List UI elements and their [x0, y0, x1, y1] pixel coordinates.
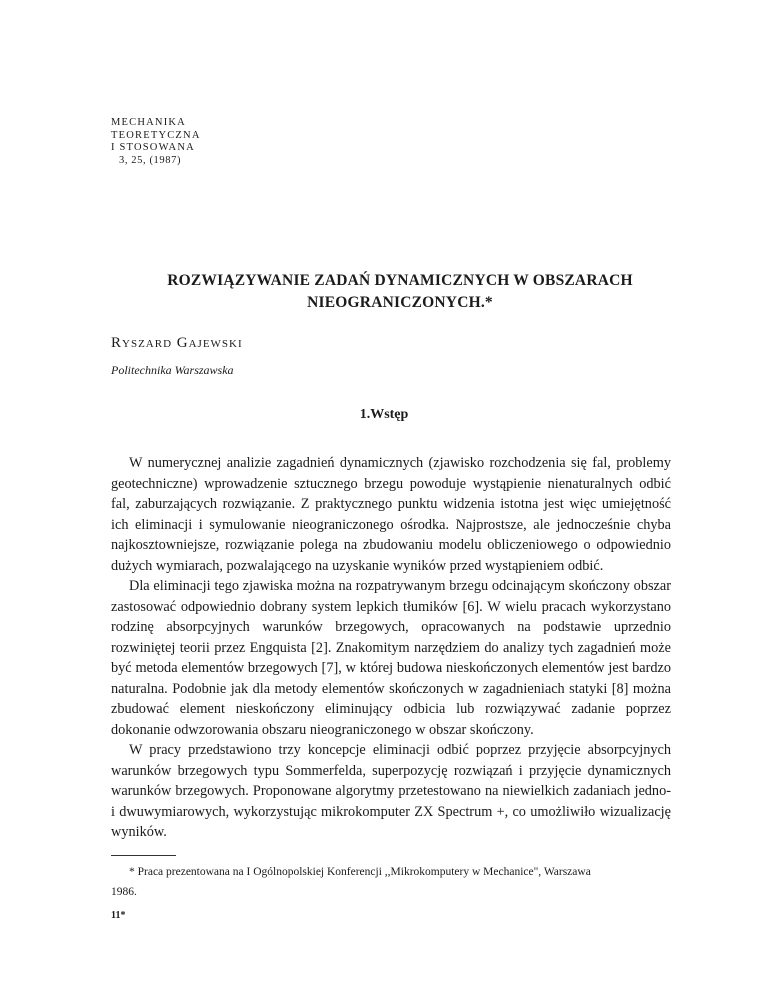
- paper-title-line-1: ROZWIĄZYWANIE ZADAŃ DYNAMICZNYCH W OBSZARACH: [167, 272, 633, 289]
- footnote: [111, 862, 671, 902]
- paper-title-line-2: NIEOGRANICZONYCH.*: [307, 294, 493, 311]
- paragraph-2: Dla eliminacji tego zjawiska można na rozpatrywanym brzegu odcinającym skończony obszar zastosować odpowiednio dobrany system lepkich tłumików [6]. W wielu pracach wykorzystano rodzinę absorpcyjnych warunków brzegowych, opracowanych na podstawie uprzednio rozwiniętej teorii przez Engquista [2]. Znakomitym narzędziem do analizy tych zagadnień może być metoda elementów brzegowych [7], w której budowa nieskończonych elementów jest bardzo naturalna. Podobnie jak dla metody elementów skończonych w zagadnieniach statyki [8] można zbudować element nieskończony eliminujący odbicia lub rozwiązywać zadanie poprzez dokonanie odwzorowania obszaru nieograniczonego w obszar skończony.: [111, 578, 671, 738]
- paper-title: [100, 270, 700, 314]
- section-heading: 1.Wstęp: [359, 407, 409, 422]
- body-text: [111, 453, 671, 843]
- paragraph-3: W pracy przedstawiono trzy koncepcje eliminacji odbić poprzez przyjęcie absorpcyjnych warunków brzegowych typu Sommerfelda, superpozycję rozwiązań i przyjęcie dynamicznych warunków brzegowych. Proponowane algorytmy przetestowano na niewielkich zadaniach jedno- i dwuwymiarowych, wykorzystując mikrokomputer ZX Spectrum +, co umożliwiło wizualizację wyników.: [111, 742, 671, 840]
- journal-name-line-2: TEORETYCZNA: [111, 129, 201, 141]
- author-name: Ryszard Gajewski: [111, 335, 243, 351]
- journal-name-line-1: MECHANIKA: [111, 117, 186, 128]
- author-affiliation: Politechnika Warszawska: [111, 363, 234, 377]
- journal-header: [111, 117, 201, 167]
- footnote-line-2: 1986.: [111, 886, 137, 898]
- journal-name-line-3: I STOSOWANA: [111, 142, 195, 153]
- journal-issue: 3, 25, (1987): [119, 154, 182, 166]
- page-signature-mark: 11*: [111, 910, 126, 921]
- footnote-divider: [111, 855, 176, 856]
- footnote-line-1: * Praca prezentowana na I Ogólnopolskiej Konferencji ,,Mikrokomputery w Mechanice", Warszawa: [129, 866, 591, 878]
- paragraph-1: W numerycznej analizie zagadnień dynamicznych (zjawisko rozchodzenia się fal, problemy geotechniczne) wprowadzenie sztucznego brzegu powoduje wystąpienie nienaturalnych odbić fal, zaburzających rozwiązanie. Z praktycznego punktu widzenia istotna jest więc umiejętność ich eliminacji i symulowanie nieograniczonego ośrodka. Najprostsze, ale jednocześnie chyba najkosztowniejsze, rozwiązanie polega na zbudowaniu modelu obliczeniowego o odpowiednio dużych wymiarach, pozwalającego na uzyskanie wyników przed wystąpieniem odbić.: [111, 455, 671, 574]
